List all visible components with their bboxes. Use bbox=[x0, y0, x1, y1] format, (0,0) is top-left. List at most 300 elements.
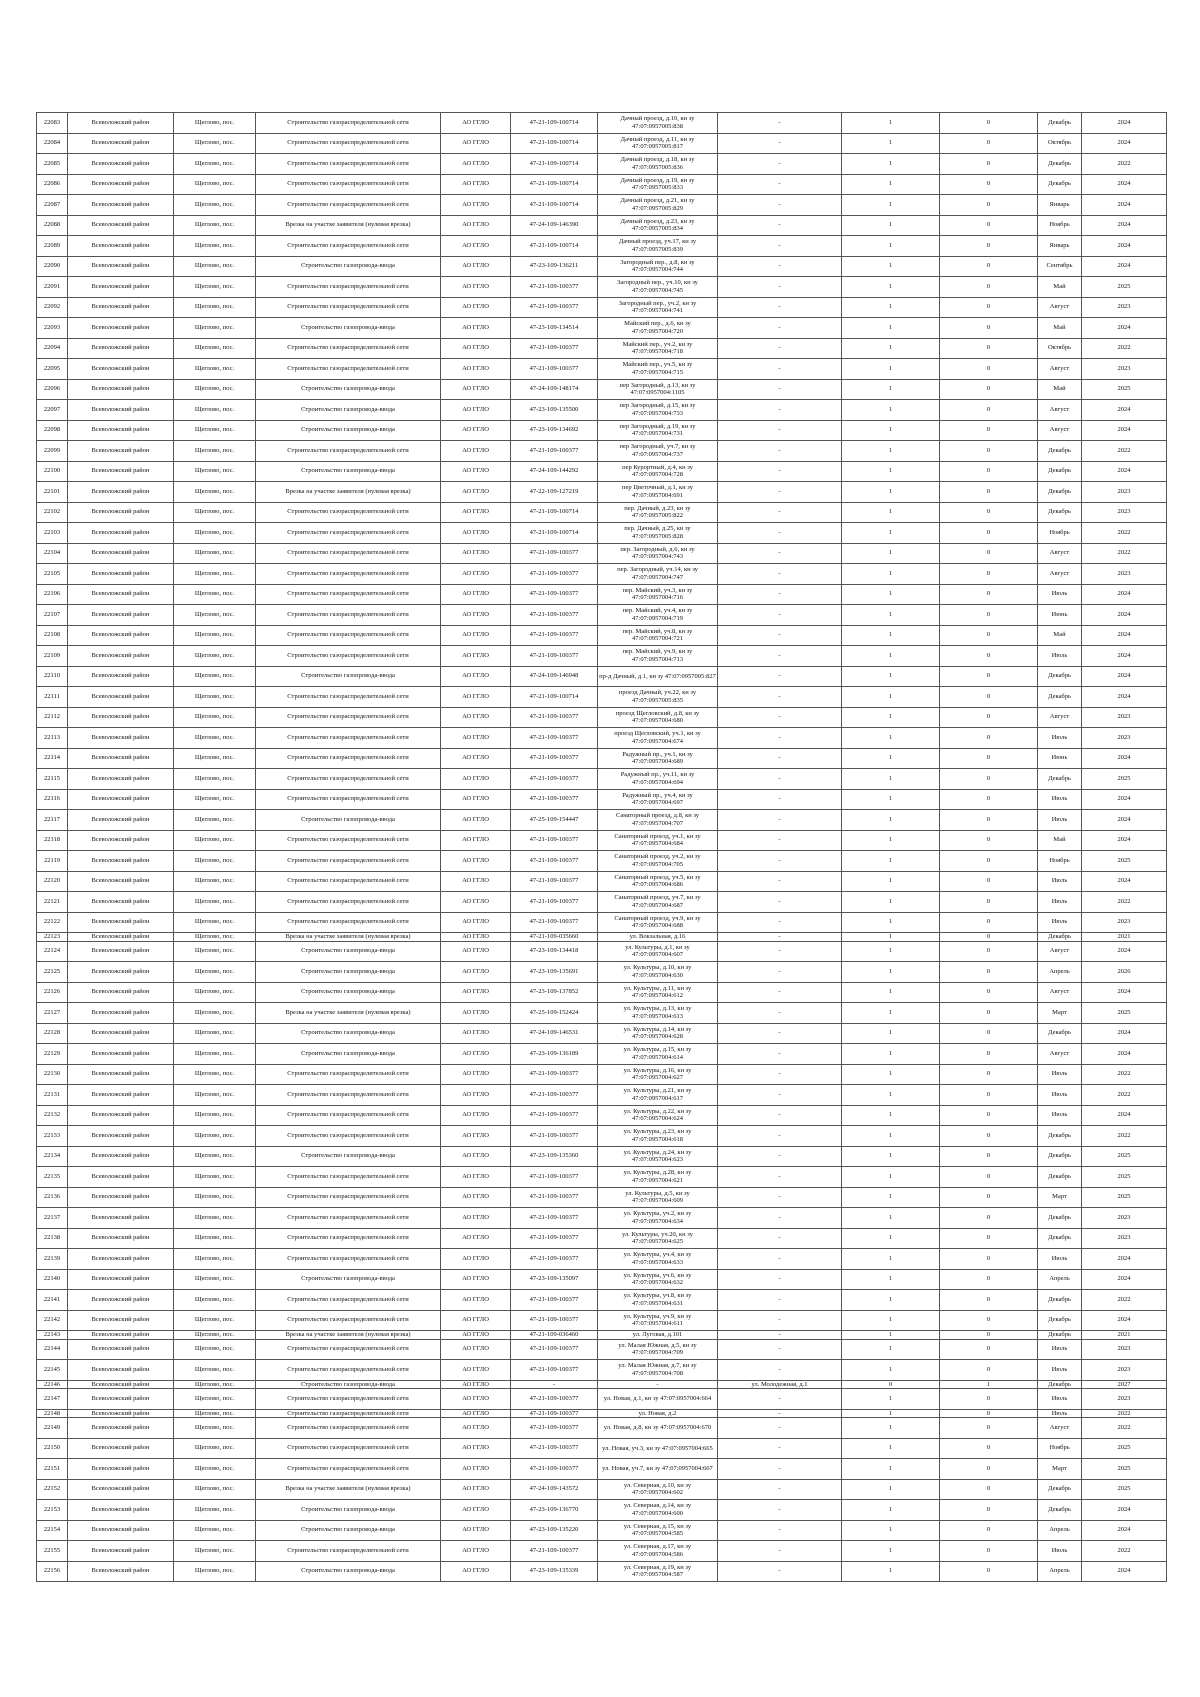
month-cell: Декабрь bbox=[1038, 1126, 1082, 1147]
table-body bbox=[37, 113, 1167, 1582]
work-type-cell: Строительство газораспределительной сети bbox=[256, 830, 441, 851]
contract-number-cell: 47-21-109-100377 bbox=[511, 1228, 598, 1249]
contract-number-cell: 47-24-109-144292 bbox=[511, 461, 598, 482]
month-cell: Декабрь bbox=[1038, 1479, 1082, 1500]
row-number-cell: 22097 bbox=[37, 400, 68, 421]
organization-cell: АО ГГЛО bbox=[441, 236, 511, 257]
table-row bbox=[37, 1208, 1167, 1229]
count-a-cell: 1 bbox=[842, 113, 940, 134]
contract-number-cell: 47-21-109-100377 bbox=[511, 1105, 598, 1126]
year-cell: 2023 bbox=[1082, 1228, 1167, 1249]
address-extra-cell: - bbox=[718, 502, 842, 523]
settlement-cell: Щеглово, пос. bbox=[174, 1500, 256, 1521]
address-cell: ул. Северная, д.10, кн зу 47:07:0957004:602 bbox=[598, 1479, 718, 1500]
contract-number-cell: 47-21-109-100377 bbox=[511, 605, 598, 626]
contract-number-cell: 47-21-109-100377 bbox=[511, 277, 598, 298]
work-type-cell: Строительство газораспределительной сети bbox=[256, 789, 441, 810]
contract-number-cell: 47-21-109-100377 bbox=[511, 297, 598, 318]
address-extra-cell: - bbox=[718, 277, 842, 298]
settlement-cell: Щеглово, пос. bbox=[174, 941, 256, 962]
organization-cell: АО ГГЛО bbox=[441, 728, 511, 749]
address-cell: ул. Культуры, д.10, кн зу 47:07:0957004:630 bbox=[598, 962, 718, 983]
count-b-cell: 0 bbox=[940, 1438, 1038, 1459]
contract-number-cell: 47-21-109-100377 bbox=[511, 1126, 598, 1147]
count-a-cell: 1 bbox=[842, 1541, 940, 1562]
row-number-cell: 22146 bbox=[37, 1380, 68, 1389]
count-b-cell: 0 bbox=[940, 1290, 1038, 1311]
contract-number-cell: 47-21-109-100377 bbox=[511, 564, 598, 585]
count-a-cell: 1 bbox=[842, 195, 940, 216]
settlement-cell: Щеглово, пос. bbox=[174, 236, 256, 257]
count-a-cell: 1 bbox=[842, 1389, 940, 1410]
address-extra-cell: - bbox=[718, 154, 842, 175]
table-row bbox=[37, 941, 1167, 962]
month-cell: Декабрь bbox=[1038, 154, 1082, 175]
contract-number-cell: 47-21-109-100377 bbox=[511, 789, 598, 810]
organization-cell: АО ГГЛО bbox=[441, 1126, 511, 1147]
settlement-cell: Щеглово, пос. bbox=[174, 441, 256, 462]
year-cell: 2024 bbox=[1082, 748, 1167, 769]
work-type-cell: Строительство газораспределительной сети bbox=[256, 728, 441, 749]
table-row bbox=[37, 851, 1167, 872]
month-cell: Декабрь bbox=[1038, 687, 1082, 708]
work-type-cell: Строительство газораспределительной сети bbox=[256, 625, 441, 646]
district-cell: Всеволожский район bbox=[68, 1479, 174, 1500]
count-a-cell: 1 bbox=[842, 1044, 940, 1065]
year-cell: 2024 bbox=[1082, 1044, 1167, 1065]
district-cell: Всеволожский район bbox=[68, 174, 174, 195]
address-extra-cell: - bbox=[718, 543, 842, 564]
table-row bbox=[37, 1044, 1167, 1065]
month-cell: Июль bbox=[1038, 1389, 1082, 1410]
address-extra-cell: - bbox=[718, 1389, 842, 1410]
address-extra-cell: - bbox=[718, 1479, 842, 1500]
count-a-cell: 1 bbox=[842, 338, 940, 359]
settlement-cell: Щеглово, пос. bbox=[174, 1409, 256, 1418]
month-cell: Декабрь bbox=[1038, 1331, 1082, 1340]
contract-number-cell: 47-21-109-100714 bbox=[511, 133, 598, 154]
row-number-cell: 22127 bbox=[37, 1003, 68, 1024]
settlement-cell: Щеглово, пос. bbox=[174, 502, 256, 523]
district-cell: Всеволожский район bbox=[68, 810, 174, 831]
settlement-cell: Щеглово, пос. bbox=[174, 482, 256, 503]
count-b-cell: 0 bbox=[940, 1541, 1038, 1562]
organization-cell: АО ГГЛО bbox=[441, 1187, 511, 1208]
row-number-cell: 22129 bbox=[37, 1044, 68, 1065]
organization-cell: АО ГГЛО bbox=[441, 707, 511, 728]
count-b-cell: 1 bbox=[940, 1380, 1038, 1389]
address-extra-cell: - bbox=[718, 1520, 842, 1541]
address-extra-cell: - bbox=[718, 962, 842, 983]
count-a-cell: 1 bbox=[842, 1208, 940, 1229]
work-type-cell: Строительство газораспределительной сети bbox=[256, 605, 441, 626]
contract-number-cell: 47-21-109-100377 bbox=[511, 1249, 598, 1270]
work-type-cell: Строительство газораспределительной сети bbox=[256, 154, 441, 175]
month-cell: Декабрь bbox=[1038, 1380, 1082, 1389]
organization-cell: АО ГГЛО bbox=[441, 1459, 511, 1480]
table-row bbox=[37, 277, 1167, 298]
table-row bbox=[37, 1541, 1167, 1562]
row-number-cell: 22115 bbox=[37, 769, 68, 790]
count-b-cell: 0 bbox=[940, 113, 1038, 134]
contract-number-cell: 47-21-109-100377 bbox=[511, 1167, 598, 1188]
count-b-cell: 0 bbox=[940, 1126, 1038, 1147]
settlement-cell: Щеглово, пос. bbox=[174, 1520, 256, 1541]
count-a-cell: 1 bbox=[842, 154, 940, 175]
month-cell: Май bbox=[1038, 318, 1082, 339]
settlement-cell: Щеглово, пос. bbox=[174, 789, 256, 810]
work-type-cell: Строительство газораспределительной сети bbox=[256, 1208, 441, 1229]
district-cell: Всеволожский район bbox=[68, 1003, 174, 1024]
count-a-cell: 1 bbox=[842, 564, 940, 585]
count-a-cell: 1 bbox=[842, 1331, 940, 1340]
address-extra-cell: - bbox=[718, 892, 842, 913]
month-cell: Апрель bbox=[1038, 1561, 1082, 1582]
count-b-cell: 0 bbox=[940, 892, 1038, 913]
contract-number-cell: 47-24-109-148174 bbox=[511, 379, 598, 400]
count-b-cell: 0 bbox=[940, 195, 1038, 216]
organization-cell: АО ГГЛО bbox=[441, 338, 511, 359]
row-number-cell: 22133 bbox=[37, 1126, 68, 1147]
count-a-cell: 1 bbox=[842, 1409, 940, 1418]
count-b-cell: 0 bbox=[940, 1023, 1038, 1044]
contract-number-cell: 47-21-109-100377 bbox=[511, 1339, 598, 1360]
row-number-cell: 22120 bbox=[37, 871, 68, 892]
year-cell: 2025 bbox=[1082, 851, 1167, 872]
row-number-cell: 22125 bbox=[37, 962, 68, 983]
year-cell: 2024 bbox=[1082, 215, 1167, 236]
address-extra-cell: - bbox=[718, 1310, 842, 1331]
year-cell: 2025 bbox=[1082, 769, 1167, 790]
district-cell: Всеволожский район bbox=[68, 318, 174, 339]
year-cell: 2024 bbox=[1082, 646, 1167, 667]
contract-number-cell: 47-23-109-136211 bbox=[511, 256, 598, 277]
address-cell: Дачный проезд, д.23, кн зу 47:07:0957005:834 bbox=[598, 215, 718, 236]
work-type-cell: Строительство газопровода-ввода bbox=[256, 962, 441, 983]
address-cell: ул. Новая, д.2 bbox=[598, 1409, 718, 1418]
organization-cell: АО ГГЛО bbox=[441, 666, 511, 687]
contract-number-cell: 47-21-109-100377 bbox=[511, 1418, 598, 1439]
address-extra-cell: - bbox=[718, 1146, 842, 1167]
row-number-cell: 22126 bbox=[37, 982, 68, 1003]
address-cell: Майский пер., уч.2, кн зу 47:07:0957004:718 bbox=[598, 338, 718, 359]
work-type-cell: Строительство газораспределительной сети bbox=[256, 1438, 441, 1459]
organization-cell: АО ГГЛО bbox=[441, 933, 511, 942]
address-cell: ул. Северная, д.19, кн зу 47:07:0957004:587 bbox=[598, 1561, 718, 1582]
year-cell: 2021 bbox=[1082, 933, 1167, 942]
organization-cell: АО ГГЛО bbox=[441, 625, 511, 646]
contract-number-cell: 47-21-109-100377 bbox=[511, 769, 598, 790]
count-b-cell: 0 bbox=[940, 871, 1038, 892]
work-type-cell: Строительство газораспределительной сети bbox=[256, 1418, 441, 1439]
address-cell: ул. Культуры, уч.8, кн зу 47:07:0957004:631 bbox=[598, 1290, 718, 1311]
district-cell: Всеволожский район bbox=[68, 1541, 174, 1562]
table-row bbox=[37, 1500, 1167, 1521]
organization-cell: АО ГГЛО bbox=[441, 1085, 511, 1106]
address-cell: Загородный пер., уч.2, кн зу 47:07:0957004:741 bbox=[598, 297, 718, 318]
address-cell: пер. Загородный, д.6, кн зу 47:07:0957004:743 bbox=[598, 543, 718, 564]
district-cell: Всеволожский район bbox=[68, 379, 174, 400]
settlement-cell: Щеглово, пос. bbox=[174, 982, 256, 1003]
address-extra-cell: - bbox=[718, 338, 842, 359]
address-cell: Дачный проезд, д.18, кн зу 47:07:0957005:836 bbox=[598, 154, 718, 175]
count-b-cell: 0 bbox=[940, 154, 1038, 175]
district-cell: Всеволожский район bbox=[68, 1044, 174, 1065]
address-cell: ул. Новая, уч.7, кн зу 47:07:0957004:667 bbox=[598, 1459, 718, 1480]
count-a-cell: 1 bbox=[842, 359, 940, 380]
month-cell: Апрель bbox=[1038, 1269, 1082, 1290]
address-extra-cell: - bbox=[718, 133, 842, 154]
row-number-cell: 22101 bbox=[37, 482, 68, 503]
year-cell: 2024 bbox=[1082, 625, 1167, 646]
row-number-cell: 22114 bbox=[37, 748, 68, 769]
count-a-cell: 1 bbox=[842, 1085, 940, 1106]
row-number-cell: 22123 bbox=[37, 933, 68, 942]
table-row bbox=[37, 584, 1167, 605]
settlement-cell: Щеглово, пос. bbox=[174, 523, 256, 544]
organization-cell: АО ГГЛО bbox=[441, 1389, 511, 1410]
row-number-cell: 22084 bbox=[37, 133, 68, 154]
month-cell: Март bbox=[1038, 1003, 1082, 1024]
year-cell: 2024 bbox=[1082, 584, 1167, 605]
address-cell: Санаторный проезд, уч.7, кн зу 47:07:0957004:687 bbox=[598, 892, 718, 913]
contract-number-cell: 47-23-109-135360 bbox=[511, 1146, 598, 1167]
year-cell: 2025 bbox=[1082, 1187, 1167, 1208]
table-row bbox=[37, 502, 1167, 523]
address-cell: ул. Культуры, д.14, кн зу 47:07:0957004:628 bbox=[598, 1023, 718, 1044]
contract-number-cell: 47-21-109-100714 bbox=[511, 195, 598, 216]
organization-cell: АО ГГЛО bbox=[441, 810, 511, 831]
table-row bbox=[37, 420, 1167, 441]
count-b-cell: 0 bbox=[940, 441, 1038, 462]
address-extra-cell: ул. Молодежная, д.1 bbox=[718, 1380, 842, 1389]
settlement-cell: Щеглово, пос. bbox=[174, 962, 256, 983]
count-b-cell: 0 bbox=[940, 461, 1038, 482]
count-b-cell: 0 bbox=[940, 215, 1038, 236]
table-row bbox=[37, 892, 1167, 913]
row-number-cell: 22132 bbox=[37, 1105, 68, 1126]
address-extra-cell: - bbox=[718, 982, 842, 1003]
contract-number-cell: 47-21-109-100377 bbox=[511, 441, 598, 462]
count-b-cell: 0 bbox=[940, 1339, 1038, 1360]
work-type-cell: Строительство газораспределительной сети bbox=[256, 1085, 441, 1106]
count-a-cell: 1 bbox=[842, 318, 940, 339]
organization-cell: АО ГГЛО bbox=[441, 1418, 511, 1439]
contract-number-cell: 47-21-109-100377 bbox=[511, 1438, 598, 1459]
organization-cell: АО ГГЛО bbox=[441, 1438, 511, 1459]
row-number-cell: 22098 bbox=[37, 420, 68, 441]
count-a-cell: 1 bbox=[842, 1290, 940, 1311]
work-type-cell: Строительство газораспределительной сети bbox=[256, 1541, 441, 1562]
address-cell: Санаторный проезд, уч.5, кн зу 47:07:0957004:686 bbox=[598, 871, 718, 892]
count-b-cell: 0 bbox=[940, 1249, 1038, 1270]
district-cell: Всеволожский район bbox=[68, 420, 174, 441]
district-cell: Всеволожский район bbox=[68, 543, 174, 564]
district-cell: Всеволожский район bbox=[68, 1418, 174, 1439]
settlement-cell: Щеглово, пос. bbox=[174, 1541, 256, 1562]
work-type-cell: Строительство газопровода-ввода bbox=[256, 1380, 441, 1389]
organization-cell: АО ГГЛО bbox=[441, 1228, 511, 1249]
year-cell: 2024 bbox=[1082, 461, 1167, 482]
settlement-cell: Щеглово, пос. bbox=[174, 687, 256, 708]
organization-cell: АО ГГЛО bbox=[441, 1290, 511, 1311]
row-number-cell: 22148 bbox=[37, 1409, 68, 1418]
address-extra-cell: - bbox=[718, 1561, 842, 1582]
year-cell: 2024 bbox=[1082, 1520, 1167, 1541]
contract-number-cell: 47-21-109-100377 bbox=[511, 892, 598, 913]
work-type-cell: Строительство газораспределительной сети bbox=[256, 1290, 441, 1311]
table-row bbox=[37, 1064, 1167, 1085]
count-a-cell: 0 bbox=[842, 1380, 940, 1389]
organization-cell: АО ГГЛО bbox=[441, 1409, 511, 1418]
address-extra-cell: - bbox=[718, 871, 842, 892]
address-cell: ул. Культуры, д.21, кн зу 47:07:0957004:617 bbox=[598, 1085, 718, 1106]
contract-number-cell: 47-21-109-100714 bbox=[511, 174, 598, 195]
count-b-cell: 0 bbox=[940, 400, 1038, 421]
work-type-cell: Строительство газопровода-ввода bbox=[256, 1023, 441, 1044]
address-cell: ул. Северная, д.17, кн зу 47:07:0957004:586 bbox=[598, 1541, 718, 1562]
district-cell: Всеволожский район bbox=[68, 1085, 174, 1106]
row-number-cell: 22149 bbox=[37, 1418, 68, 1439]
settlement-cell: Щеглово, пос. bbox=[174, 318, 256, 339]
year-cell: 2025 bbox=[1082, 1479, 1167, 1500]
month-cell: Декабрь bbox=[1038, 1167, 1082, 1188]
table-row bbox=[37, 728, 1167, 749]
contract-number-cell: 47-21-109-035660 bbox=[511, 933, 598, 942]
count-b-cell: 0 bbox=[940, 133, 1038, 154]
address-extra-cell: - bbox=[718, 1085, 842, 1106]
address-extra-cell: - bbox=[718, 1500, 842, 1521]
settlement-cell: Щеглово, пос. bbox=[174, 256, 256, 277]
year-cell: 2023 bbox=[1082, 707, 1167, 728]
organization-cell: АО ГГЛО bbox=[441, 441, 511, 462]
district-cell: Всеволожский район bbox=[68, 195, 174, 216]
count-b-cell: 0 bbox=[940, 1418, 1038, 1439]
count-b-cell: 0 bbox=[940, 810, 1038, 831]
address-extra-cell: - bbox=[718, 1438, 842, 1459]
count-a-cell: 1 bbox=[842, 584, 940, 605]
table-row bbox=[37, 810, 1167, 831]
row-number-cell: 22117 bbox=[37, 810, 68, 831]
address-cell: ул. Северная, д.14, кн зу 47:07:0957004:600 bbox=[598, 1500, 718, 1521]
organization-cell: АО ГГЛО bbox=[441, 461, 511, 482]
row-number-cell: 22096 bbox=[37, 379, 68, 400]
district-cell: Всеволожский район bbox=[68, 297, 174, 318]
table-row bbox=[37, 1167, 1167, 1188]
table-row bbox=[37, 1310, 1167, 1331]
settlement-cell: Щеглово, пос. bbox=[174, 748, 256, 769]
month-cell: Декабрь bbox=[1038, 502, 1082, 523]
row-number-cell: 22106 bbox=[37, 584, 68, 605]
district-cell: Всеволожский район bbox=[68, 1228, 174, 1249]
row-number-cell: 22110 bbox=[37, 666, 68, 687]
organization-cell: АО ГГЛО bbox=[441, 1500, 511, 1521]
year-cell: 2022 bbox=[1082, 1290, 1167, 1311]
organization-cell: АО ГГЛО bbox=[441, 277, 511, 298]
year-cell: 2022 bbox=[1082, 1064, 1167, 1085]
address-extra-cell: - bbox=[718, 1208, 842, 1229]
year-cell: 2022 bbox=[1082, 441, 1167, 462]
contract-number-cell: 47-25-109-152424 bbox=[511, 1003, 598, 1024]
count-a-cell: 1 bbox=[842, 297, 940, 318]
address-cell: пер Загородный, д.15, кн зу 47:07:0957004:733 bbox=[598, 400, 718, 421]
month-cell: Март bbox=[1038, 1187, 1082, 1208]
address-extra-cell: - bbox=[718, 1360, 842, 1381]
row-number-cell: 22095 bbox=[37, 359, 68, 380]
district-cell: Всеволожский район bbox=[68, 1126, 174, 1147]
count-a-cell: 1 bbox=[842, 769, 940, 790]
year-cell: 2024 bbox=[1082, 195, 1167, 216]
contract-number-cell: 47-21-109-100377 bbox=[511, 912, 598, 933]
count-b-cell: 0 bbox=[940, 1105, 1038, 1126]
table-row bbox=[37, 1331, 1167, 1340]
year-cell: 2024 bbox=[1082, 871, 1167, 892]
row-number-cell: 22142 bbox=[37, 1310, 68, 1331]
month-cell: Август bbox=[1038, 359, 1082, 380]
count-a-cell: 1 bbox=[842, 851, 940, 872]
table-row bbox=[37, 564, 1167, 585]
settlement-cell: Щеглово, пос. bbox=[174, 215, 256, 236]
table-row bbox=[37, 982, 1167, 1003]
year-cell: 2024 bbox=[1082, 941, 1167, 962]
year-cell: 2025 bbox=[1082, 379, 1167, 400]
district-cell: Всеволожский район bbox=[68, 502, 174, 523]
work-type-cell: Строительство газораспределительной сети bbox=[256, 359, 441, 380]
organization-cell: АО ГГЛО bbox=[441, 1380, 511, 1389]
settlement-cell: Щеглово, пос. bbox=[174, 113, 256, 134]
row-number-cell: 22087 bbox=[37, 195, 68, 216]
count-b-cell: 0 bbox=[940, 1479, 1038, 1500]
table-row bbox=[37, 1459, 1167, 1480]
table-row bbox=[37, 605, 1167, 626]
work-type-cell: Строительство газораспределительной сети bbox=[256, 1339, 441, 1360]
address-extra-cell: - bbox=[718, 810, 842, 831]
organization-cell: АО ГГЛО bbox=[441, 154, 511, 175]
row-number-cell: 22112 bbox=[37, 707, 68, 728]
contract-number-cell: 47-21-109-100714 bbox=[511, 502, 598, 523]
settlement-cell: Щеглово, пос. bbox=[174, 707, 256, 728]
table-row bbox=[37, 482, 1167, 503]
settlement-cell: Щеглово, пос. bbox=[174, 1479, 256, 1500]
month-cell: Август bbox=[1038, 543, 1082, 564]
address-cell: Санаторный проезд, д.8, кн зу 47:07:0957004:707 bbox=[598, 810, 718, 831]
organization-cell: АО ГГЛО bbox=[441, 400, 511, 421]
table-row bbox=[37, 1003, 1167, 1024]
contract-number-cell: 47-21-109-100377 bbox=[511, 1085, 598, 1106]
month-cell: Декабрь bbox=[1038, 461, 1082, 482]
count-a-cell: 1 bbox=[842, 174, 940, 195]
count-b-cell: 0 bbox=[940, 338, 1038, 359]
row-number-cell: 22091 bbox=[37, 277, 68, 298]
row-number-cell: 22089 bbox=[37, 236, 68, 257]
year-cell: 2022 bbox=[1082, 892, 1167, 913]
row-number-cell: 22085 bbox=[37, 154, 68, 175]
work-type-cell: Строительство газопровода-ввода bbox=[256, 982, 441, 1003]
address-cell: пер. Дачный, д.25, кн зу 47:07:0957005:828 bbox=[598, 523, 718, 544]
count-b-cell: 0 bbox=[940, 420, 1038, 441]
address-extra-cell: - bbox=[718, 297, 842, 318]
year-cell: 2024 bbox=[1082, 256, 1167, 277]
year-cell: 2022 bbox=[1082, 543, 1167, 564]
count-b-cell: 0 bbox=[940, 482, 1038, 503]
year-cell: 2023 bbox=[1082, 502, 1167, 523]
settlement-cell: Щеглово, пос. bbox=[174, 1146, 256, 1167]
row-number-cell: 22100 bbox=[37, 461, 68, 482]
contract-number-cell: 47-23-109-136770 bbox=[511, 1500, 598, 1521]
table-row bbox=[37, 379, 1167, 400]
year-cell: 2024 bbox=[1082, 400, 1167, 421]
table-row bbox=[37, 1339, 1167, 1360]
